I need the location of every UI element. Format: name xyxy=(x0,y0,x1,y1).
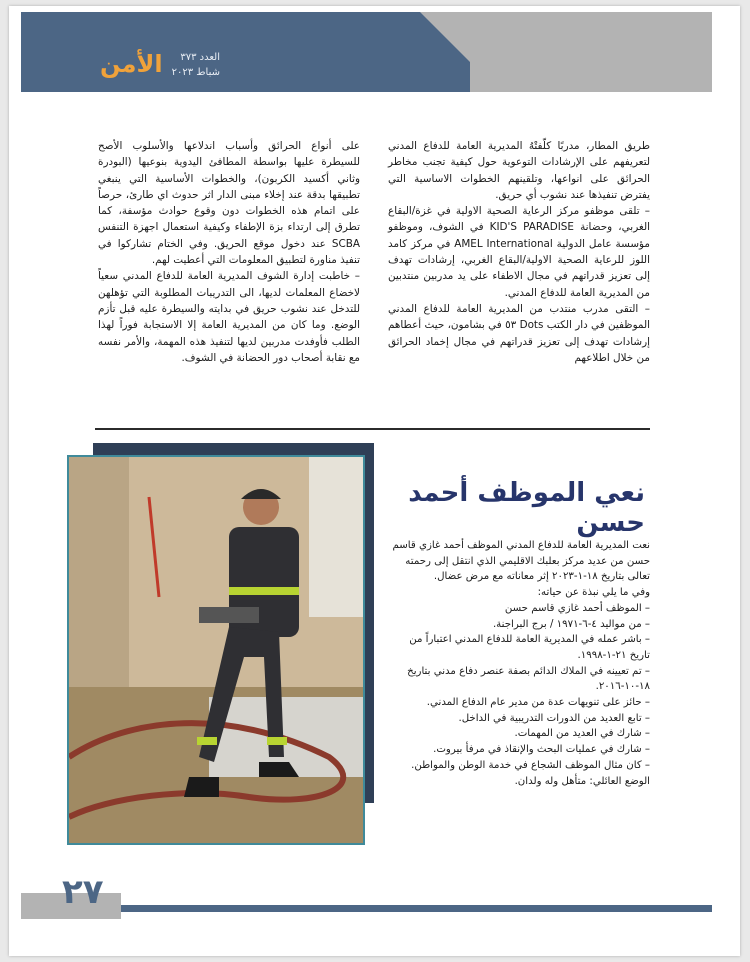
obituary-line: نعت المديرية العامة للدفاع المدني الموظف أحمد غازي قاسم حسن من عديد مركز بعلبك الاقليمي الذي انتقل إلى رحمته تعالى بتاريخ ١٨-١-٢٠٢٣ إثر معاناته مع مرض عضال. xyxy=(392,540,650,583)
obituary-line: الوضع العائلي: متأهل وله ولدان. xyxy=(514,775,650,787)
paragraph: – تلقى موظفو مركز الرعاية الصحية الاولية في غزة/البقاع الغربي، وحضانة KID'S PARADISE في الشوف، وموظفو مؤسسة عامل الدولية AMEL International في مركز كامد اللوز للرعاية الصحية الاولية/البقاع الغربي، إرشادات تهدف إلى تعزيز قدراتهم في مجال الاطفاء على يد مدربين منتدبين من المديرية العامة للدفاع المدني. xyxy=(388,205,650,299)
obituary-line: – باشر عمله في المديرية العامة للدفاع المدني اعتباراً من تاريخ ٢١-١-١٩٩٨. xyxy=(409,634,650,661)
article-left-column xyxy=(98,138,360,366)
paragraph: – خاطبت إدارة الشوف المديرية العامة للدفاع المدني سعياً لاخضاع المعلمات لديها، الى التدريبات المطلوبة التي تؤهلهن للتدخل عند نشوب حريق في بدايته والسيطرة عليه قبل تأزم الوضع. وما كان من المديرية العامة إلا الاستجابة فوراً لهذا الطلب فأوفدت مدربين لديها لتنفيذ هذه المهمة، والأمر نفسه مع نقابة أصحاب دور الحضانة في الشوف. xyxy=(98,270,360,364)
footer-bar xyxy=(121,905,712,912)
obituary-line: – شارك في العديد من المهمات. xyxy=(514,728,650,740)
issue-date: شباط ٢٠٢٣ xyxy=(171,67,220,78)
obituary-line: – من مواليد ٤-٦-١٩٧١ / برج البراجنة. xyxy=(492,618,650,630)
paragraph: طريق المطار، مدربًا كلّفتْهُ المديرية العامة للدفاع المدني لتعريفهم على الإرشادات التوعوية حول كيفية تجنب مخاطر الحرائق على انواعها، وتلقينهم الخطوات الاساسية التي يفترض تنفيذها عند نشوب أي حريق. xyxy=(388,140,650,201)
article-right-column xyxy=(388,138,650,366)
section-divider xyxy=(95,428,650,430)
obituary-line: – شارك في عمليات البحث والإنقاذ في مرفأ بيروت. xyxy=(433,744,650,756)
firefighter-photo-illustration xyxy=(69,457,363,843)
header-bar xyxy=(21,12,471,92)
magazine-logo: الأمن xyxy=(100,50,163,78)
issue-info xyxy=(160,50,220,80)
obituary-line: – حائز على تنويهات عدة من مدير عام الدفاع المدني. xyxy=(426,697,650,709)
obituary-line: وفي ما يلي نبذة عن حياته: xyxy=(537,587,650,599)
obituary-line: – الموظف أحمد غازي قاسم حسن xyxy=(504,602,650,614)
issue-number: العدد ٣٧٣ xyxy=(180,52,220,63)
obituary-line: – تابع العديد من الدورات التدريبية في الداخل. xyxy=(458,712,650,724)
obituary-line: – كان مثال الموظف الشجاع في خدمة الوطن والمواطن. xyxy=(411,759,650,771)
firefighter-photo xyxy=(67,455,365,845)
paragraph: – التقى مدرب منتدب من المديرية العامة للدفاع المدني الموظفين في دار الكتب Dots ٥٣ في بشامون، حيث أعطاهم إرشادات تهدف إلى تعزيز قدراتهم في مجال إخماد الحرائق من خلال اطلاعهم xyxy=(388,302,650,364)
obituary-text xyxy=(388,538,650,789)
header-gray-band xyxy=(470,12,712,92)
page-number: ٢٧ xyxy=(62,872,104,912)
paragraph: على أنواع الحرائق وأسباب اندلاعها والأسلوب الأصح للسيطرة عليها بواسطة المطافئ اليدوية بنوعيها (البودرة وثاني أكسيد الكربون)، والخطوات الأساسية التي ينبغي تطبيقها بدقة عند إخلاء مبنى الدار اثر حدوث اي طارئ، حرصاً على اتمام هذه الخطوات دون وقوع حوادث مؤسفة، كما تطرق إلى ارتداء بزة الإطفاء وكيفية استعمال اجهزة التنفس SCBA عند دخول موقع الحريق. وفي الختام تشاركوا في تنفيذ مناورة لتطبيق المعلومات التي أعطيت لهم. xyxy=(98,140,360,267)
obituary-title: نعي الموظف أحمد حسن xyxy=(408,478,645,538)
obituary-line: – تم تعيينه في الملاك الدائم بصفة عنصر دفاع مدني بتاريخ ١٨-١٠-٢٠١٦. xyxy=(407,665,650,693)
